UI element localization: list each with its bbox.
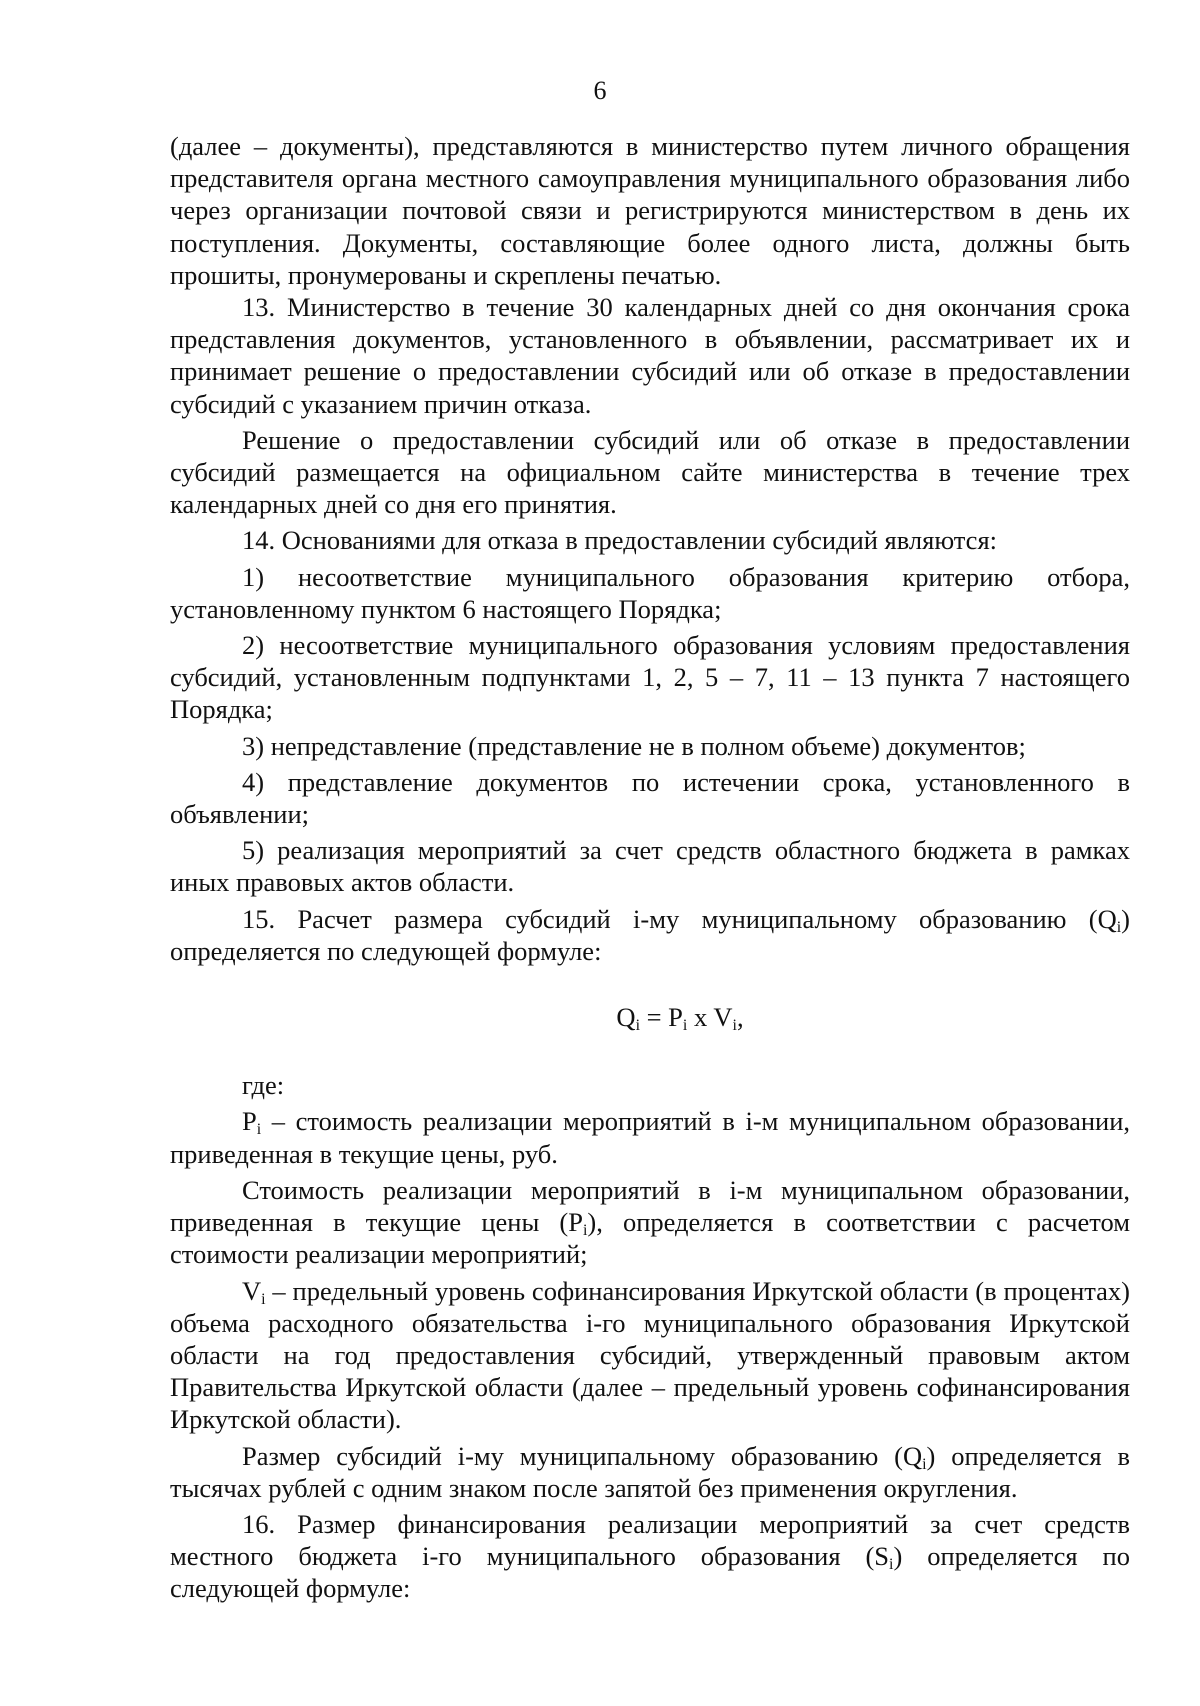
cost-text-b: ), определяется в соответствии с расчетом стоимости реализации мероприятий; xyxy=(170,1207,1130,1270)
pi-sub: i xyxy=(256,1121,262,1139)
paragraph-16-text-a: 16. Размер финансирования реализации мероприятий за счет средств местного бюджета i-го муниципального образования (S xyxy=(170,1508,1130,1572)
subsidy-size-text-b: ) определяется в тысячах рублей с одним знаком после запятой без применения округления. xyxy=(170,1440,1130,1503)
pi-definition-text: – стоимость реализации мероприятий в i-м муниципальном образовании, приведенная в текущие цены, руб. xyxy=(170,1106,1130,1169)
paragraph-cost-determination xyxy=(170,1174,1130,1271)
list-item-5: 5) реализация мероприятий за счет средств областного бюджета в рамках иных правовых актов области. xyxy=(170,835,1130,898)
formula-q: Q xyxy=(616,1002,636,1033)
formula-x-v: x V xyxy=(687,1002,733,1033)
paragraph-15-text-a: 15. Расчет размера субсидий i-му муниципальному образованию (Q xyxy=(242,903,1117,934)
paragraph-13: 13. Министерство в течение 30 календарных дней со дня окончания срока представления документов, установленного в объявлении, рассматривает их и принимает решение о предоставлении субсидий или об отказе в предоставлении субсидий с указанием причин отказа. xyxy=(170,292,1130,419)
paragraph-documents-submission: (далее – документы), представляются в министерство путем личного обращения представителя органа местного самоуправления муниципального образования либо через организации почтовой связи и регистрируются министерством в день их поступления. Документы, составляющие более одного листа, должны быть прошиты, пронумерованы и скреплены печатью. xyxy=(170,131,1130,290)
formula-v-sub: i xyxy=(732,1017,737,1035)
paragraph-vi-definition xyxy=(170,1275,1130,1436)
paragraph-pi-definition xyxy=(170,1105,1130,1169)
pi-symbol: P xyxy=(242,1106,257,1137)
paragraph-14: 14. Основаниями для отказа в предоставлении субсидий являются: xyxy=(242,525,997,556)
vi-definition-text: – предельный уровень софинансирования Иркутской области (в процентах) объема расходного обязательства i-го муниципального образования Иркутской области на год предоставления субсидий, утвержденный правовым актом Правительства Иркутской области (далее – предельный уровень софинансирования Иркутской области). xyxy=(170,1275,1130,1435)
paragraph-16 xyxy=(170,1508,1130,1605)
paragraph-15 xyxy=(170,903,1130,967)
vi-symbol: V xyxy=(242,1275,262,1306)
formula-tail: , xyxy=(736,1002,744,1033)
formula-q-sub: i xyxy=(635,1017,640,1035)
paragraph-16-text-b: ) определяется по следующей формуле: xyxy=(170,1541,1130,1604)
list-item-1: 1) несоответствие муниципального образования критерию отбора, установленному пунктом 6 настоящего Порядка; xyxy=(170,561,1130,624)
list-item-2: 2) несоответствие муниципального образования условиям предоставления субсидий, установленным подпунктами 1, 2, 5 – 7, 11 – 13 пункта 7 настоящего Порядка; xyxy=(170,630,1130,725)
page-number: 6 xyxy=(593,76,607,105)
cost-sub: i xyxy=(582,1222,588,1240)
formula-p-sub: i xyxy=(682,1017,688,1035)
list-item-4: 4) представление документов по истечении срока, установленного в объявлении; xyxy=(170,766,1130,830)
paragraph-decision-publication: Решение о предоставлении субсидий или об отказе в предоставлении субсидий размещается на официальном сайте министерства в течение трех календарных дней со дня его принятия. xyxy=(170,424,1130,520)
subsidy-size-sub: i xyxy=(922,1455,927,1473)
paragraph-15-text-b: ) определяется по следующей формуле: xyxy=(170,903,1130,966)
paragraph-16-sub: i xyxy=(889,1556,894,1574)
formula-qi xyxy=(170,1001,1130,1033)
list-item-3: 3) непредставление (представление не в полном объеме) документов; xyxy=(242,730,1026,761)
subsidy-size-text-a: Размер субсидий i-му муниципальному образованию (Q xyxy=(242,1440,923,1471)
paragraph-15-sub: i xyxy=(1116,918,1122,936)
paragraph-subsidy-size xyxy=(170,1440,1130,1504)
document-body xyxy=(170,130,1130,1605)
vi-sub: i xyxy=(261,1290,266,1308)
cost-text-a: Стоимость реализации мероприятий в i-м муниципальном образовании, приведенная в текущие цены (P xyxy=(170,1174,1130,1238)
formula-eq-p: = P xyxy=(639,1002,683,1033)
where-label: где: xyxy=(242,1070,285,1101)
